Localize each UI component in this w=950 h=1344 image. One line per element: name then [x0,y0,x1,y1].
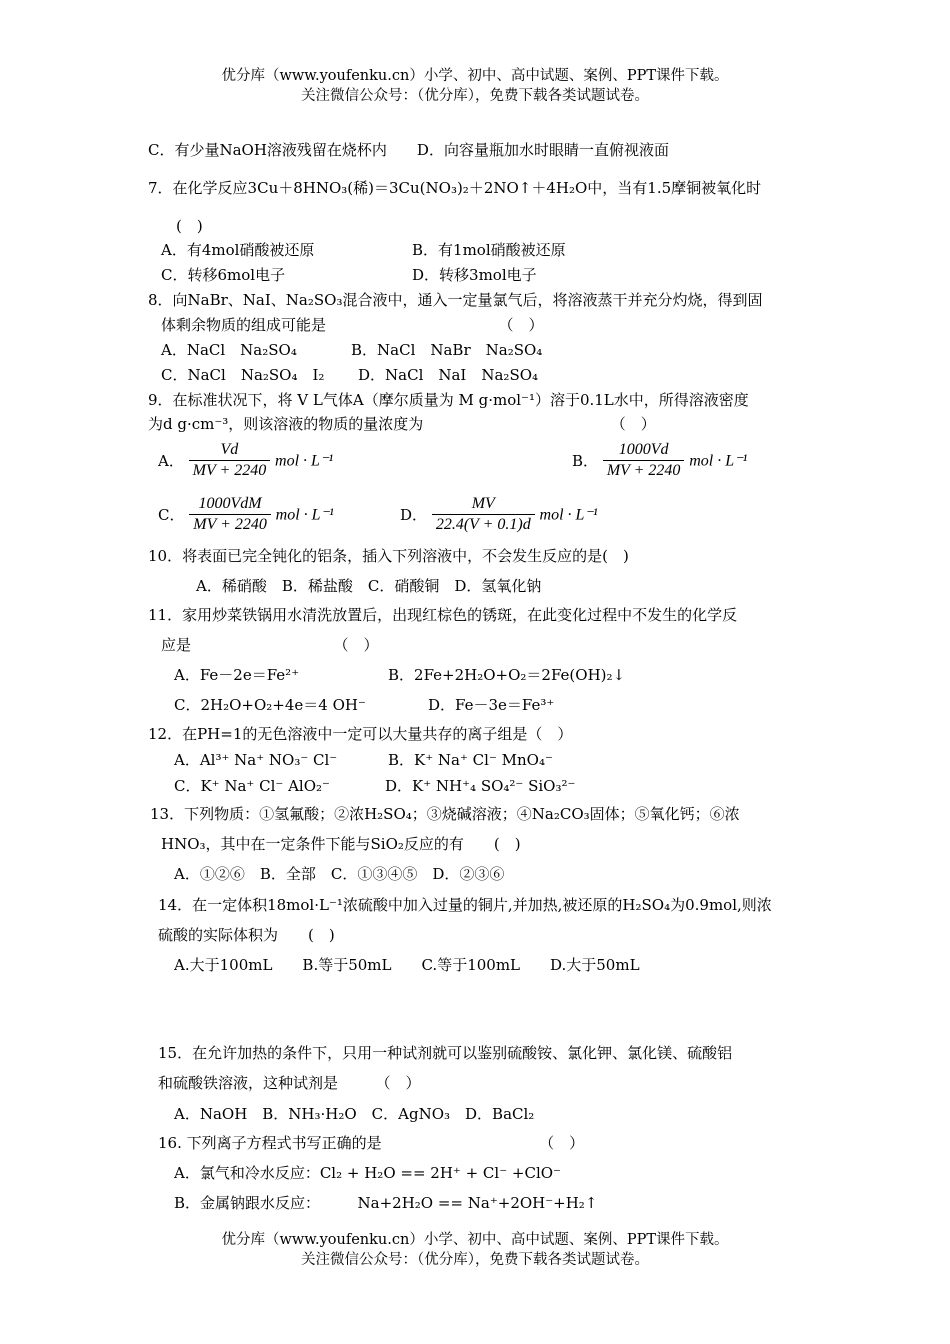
q9-option-c-unit: mol · L⁻¹ [275,506,334,524]
q11-option-b: B．2Fe+2H₂O+O₂＝2Fe(OH)₂↓ [388,666,626,684]
q9-option-a-numerator: Vd [220,441,239,458]
q9-option-b-denominator: MV + 2240 [603,460,685,481]
q12-option-c: C．K⁺ Na⁺ Cl⁻ AlO₂⁻ [174,777,330,795]
q14-stem-cont: 硫酸的实际体积为 ( ) [158,926,335,944]
q9-option-c-numerator: 1000VdM [198,495,262,512]
q9-option-c-fraction [189,494,271,535]
q13-stem: 13．下列物质：①氢氟酸；②浓H₂SO₄；③烧碱溶液；④Na₂CO₃固体；⑤氧化钙；⑥浓 [150,805,740,823]
footer-line-1: 优分库（www.youfenku.cn）小学、初中、高中试题、案例、PPT课件下载。 [221,1232,729,1248]
q15-stem-cont: 和硫酸铁溶液，这种试剂是 （ ） [158,1074,421,1092]
header-line-1: 优分库（www.youfenku.cn）小学、初中、高中试题、案例、PPT课件下载。 [221,68,729,84]
q16-stem: 16. 下列离子方程式书写正确的是 （ ） [158,1134,585,1152]
q9-option-a-label: A． [158,452,184,470]
q9-stem: 9．在标准状况下，将 V L气体A（摩尔质量为 M g·mol⁻¹）溶于0.1L水中，所得溶液密度 [148,391,749,409]
q7-option-b: B．有1mol硝酸被还原 [412,241,566,259]
q9-option-b-label: B． [572,452,599,470]
q8-stem-cont: 体剩余物质的组成可能是 （ ） [161,316,544,334]
q8-stem: 8．向NaBr、NaI、Na₂SO₃混合液中，通入一定量氯气后，将溶液蒸干并充分灼烧，得到固 [148,291,763,309]
q9-stem-cont: 为d g·cm⁻³，则该溶液的物质的量浓度为 （ ） [148,415,656,433]
q9-option-d-fraction [432,494,535,535]
q10-stem: 10．将表面已完全钝化的铝条，插入下列溶液中，不会发生反应的是( ) [148,547,629,565]
q9-option-a-unit: mol · L⁻¹ [275,452,334,470]
q11-option-a: A．Fe－2e＝Fe²⁺ [174,666,300,684]
q11-stem-cont: 应是 （ ） [161,636,379,654]
q11-option-d: D．Fe－3e＝Fe³⁺ [428,696,555,714]
q14-stem: 14．在一定体积18mol·L⁻¹浓硫酸中加入过量的铜片,并加热,被还原的H₂SO₄为0.9mol,则浓 [158,896,772,914]
q11-stem: 11．家用炒菜铁锅用水清洗放置后，出现红棕色的锈斑，在此变化过程中不发生的化学反 [148,606,738,624]
q6-options-cd: C．有少量NaOH溶液残留在烧杯内 D．向容量瓶加水时眼睛一直俯视液面 [148,141,669,159]
q9-option-d [400,494,598,535]
header-line-2: 关注微信公众号：（优分库），免费下载各类试题试卷。 [301,88,649,104]
q9-option-b-numerator: 1000Vd [618,441,669,458]
q7-stem: 7．在化学反应3Cu＋8HNO₃(稀)＝3Cu(NO₃)₂＋2NO↑＋4H₂O中，当有1.5摩铜被氧化时 [148,179,762,197]
q9-option-c-denominator: MV + 2240 [189,514,271,535]
footer-line-2: 关注微信公众号：（优分库），免费下载各类试题试卷。 [301,1252,649,1268]
q12-option-b: B．K⁺ Na⁺ Cl⁻ MnO₄⁻ [388,751,553,769]
q16-option-b: B．金属钠跟水反应： Na+2H₂O == Na⁺+2OH⁻+H₂↑ [174,1194,598,1212]
q8-option-c: C．NaCl Na₂SO₄ I₂ [161,366,325,384]
q12-option-d: D．K⁺ NH⁺₄ SO₄²⁻ SiO₃²⁻ [385,777,576,795]
q9-option-d-numerator: MV [471,495,495,512]
q15-options: A．NaOH B．NH₃·H₂O C．AgNO₃ D．BaCl₂ [174,1105,535,1123]
q13-stem-cont: HNO₃，其中在一定条件下能与SiO₂反应的有 ( ) [161,835,521,853]
q9-option-d-denominator: 22.4(V + 0.1)d [432,514,535,535]
q12-option-a: A．Al³⁺ Na⁺ NO₃⁻ Cl⁻ [174,751,338,769]
q8-option-a: A．NaCl Na₂SO₄ [161,341,297,359]
q13-options: A．①②⑥ B．全部 C．①③④⑤ D．②③⑥ [174,865,505,883]
q9-option-d-label: D． [400,506,428,524]
q7-option-d: D．转移3mol电子 [412,266,537,284]
q7-answer-blank: ( ) [176,217,203,235]
q9-option-a [158,440,333,481]
q16-option-a: A．氯气和冷水反应：Cl₂ + H₂O == 2H⁺ + Cl⁻ +ClO⁻ [174,1164,561,1182]
q9-option-d-unit: mol · L⁻¹ [539,506,598,524]
q9-option-c-label: C． [158,506,185,524]
q9-option-b-unit: mol · L⁻¹ [689,452,748,470]
q9-option-b [572,440,747,481]
q9-option-a-fraction [189,440,271,481]
q9-option-b-fraction [603,440,685,481]
q9-option-a-denominator: MV + 2240 [189,460,271,481]
q14-options: A.大于100mL B.等于50mL C.等于100mL D.大于50mL [174,956,640,974]
q12-stem: 12．在PH=1的无色溶液中一定可以大量共存的离子组是（ ） [148,725,573,743]
q8-option-d: D．NaCl NaI Na₂SO₄ [358,366,539,384]
q10-options: A．稀硝酸 B．稀盐酸 C．硝酸铜 D．氢氧化钠 [196,577,542,595]
q11-option-c: C．2H₂O+O₂+4e＝4 OH⁻ [174,696,366,714]
q15-stem: 15．在允许加热的条件下，只用一种试剂就可以鉴别硫酸铵、氯化钾、氯化镁、硫酸铝 [158,1044,733,1062]
q8-option-b: B．NaCl NaBr Na₂SO₄ [351,341,543,359]
q7-option-a: A．有4mol硝酸被还原 [161,241,315,259]
q9-option-c [158,494,334,535]
q7-option-c: C．转移6mol电子 [161,266,286,284]
